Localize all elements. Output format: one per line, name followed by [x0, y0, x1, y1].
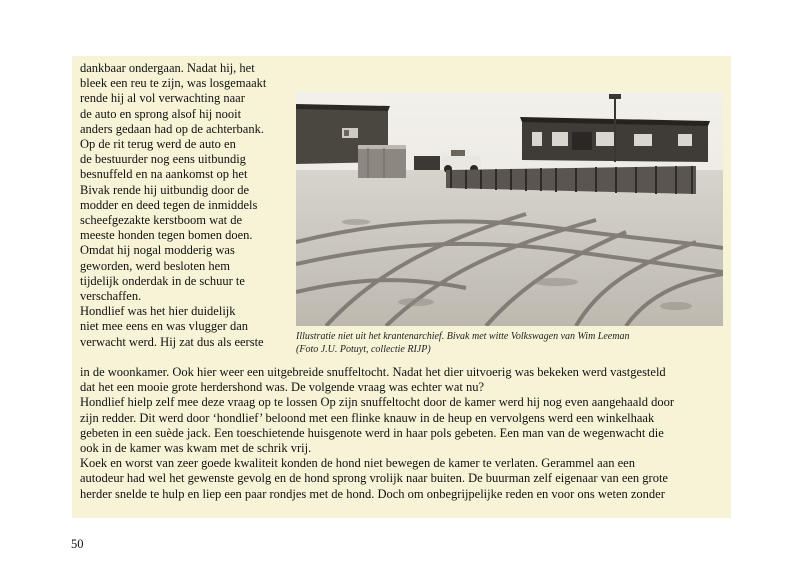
text-line: Bivak rende hij uitbundig door de	[80, 182, 250, 197]
text-line: dat het een mooie grote herdershond was. De volgende vraag was echter wat nu?	[80, 380, 485, 395]
text-line: besnuffeld en na aankomst op het	[80, 167, 248, 182]
text-line: Hondlief was het hier duidelijk	[80, 304, 236, 319]
text-line: ook in de kamer was kwam met de schrik vrij.	[80, 441, 312, 456]
page-number: 50	[71, 537, 84, 551]
text-line: in de woonkamer. Ook hier weer een uitgebreide snuffeltocht. Nadat het dier uitvoerig was bekeken werd vastgesteld	[80, 365, 666, 379]
text-line: Hondlief hielp zelf mee deze vraag op te lossen Op zijn snuffeltocht door de kamer werd hij nog even aangehaald door	[80, 395, 675, 410]
historic-photo	[296, 92, 723, 326]
photo-illustration	[296, 92, 723, 326]
text-line: autodeur had wel het gewenste gevolg en de hond sprong vrolijk naar buiten. De buurman zelf eigenaar van een grote	[80, 471, 668, 486]
text-line: verschaffen.	[80, 289, 142, 304]
text-line: anders gedaan had op de achterbank.	[80, 121, 264, 136]
photo-caption	[296, 331, 726, 356]
caption-credit: (Foto J.U. Potuyt, collectie RIJP)	[296, 343, 431, 355]
text-line: geworden, werd besloten hem	[80, 258, 230, 273]
text-line: gebeten in een suède jack. Een toeschietende huisgenote werd in haar pols gebeten. Een man van de wegenwacht die	[80, 425, 664, 440]
text-line: niet mee eens en was vlugger dan	[80, 319, 248, 334]
caption-line: Illustratie niet uit het krantenarchief. Bivak met witte Volkswagen van Wim Leeman	[296, 331, 630, 342]
text-line: de auto en sprong alsof hij nooit	[80, 106, 242, 121]
text-line: bleek een reu te zijn, was losgemaakt	[80, 76, 267, 91]
text-line: Omdat hij nogal modderig was	[80, 243, 235, 258]
text-line: modder en deed tegen de inmiddels	[80, 197, 258, 212]
text-line: meeste honden tegen bomen doen.	[80, 228, 253, 243]
text-line: tijdelijk onderdak in de schuur te	[80, 273, 245, 288]
text-line: Koek en worst van zeer goede kwaliteit konden de hond niet bewegen de kamer te verlaten. Gerammel aan een	[80, 456, 635, 471]
text-line: dankbaar ondergaan. Nadat hij, het	[80, 61, 255, 75]
text-line: scheefgezakte kerstboom wat de	[80, 213, 243, 228]
text-fullwidth	[80, 365, 728, 502]
text-line: rende hij al vol verwachting naar	[80, 91, 245, 106]
text-line: de bestuurder nog eens uitbundig	[80, 152, 246, 167]
text-line: verwacht werd. Hij zat dus als eerste	[80, 334, 264, 349]
text-line: herder snelde te hulp en liep een paar rondjes met de hond. Doch om onbegrijpelijke reden en voor ons weten zonder	[80, 486, 665, 501]
text-column	[80, 61, 290, 350]
text-line: Op de rit terug werd de auto en	[80, 137, 236, 152]
text-line: zijn redder. Dit werd door ‘hondlief’ beloond met een flinke knauw in de heup en vervolgens werd een winkelhaak	[80, 410, 655, 425]
